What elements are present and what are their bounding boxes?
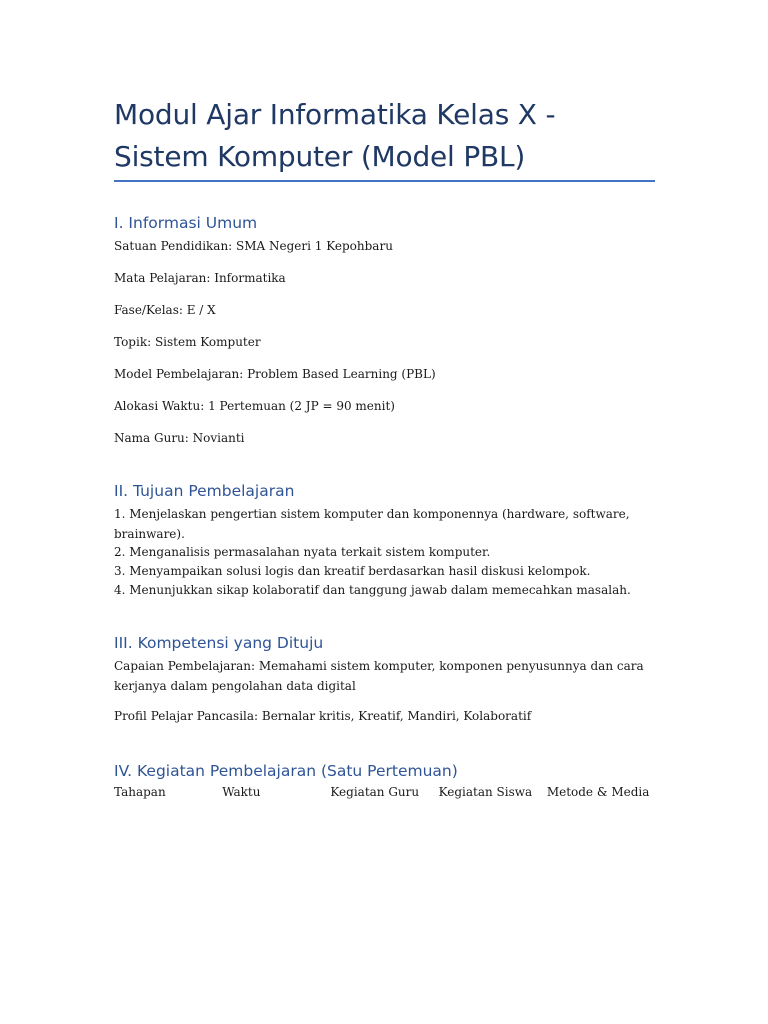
column-header-kegiatan-siswa: Kegiatan Siswa — [438, 785, 533, 799]
document-title: Modul Ajar Informatika Kelas X - Sistem Komputer (Model PBL) — [114, 98, 556, 173]
objective-item: 4. Menunjukkan sikap kolaboratif dan tanggung jawab dalam memecahkan masalah. — [114, 583, 631, 597]
column-header-metode-media: Metode & Media — [546, 785, 650, 799]
info-nama-guru: Nama Guru: Novianti — [114, 431, 245, 445]
objective-item: 1. Menjelaskan pengertian sistem komputer dan komponennya (hardware, software, brainware). — [114, 507, 630, 541]
section-heading-kompetensi: III. Kompetensi yang Dituju — [114, 634, 324, 652]
title-divider — [114, 180, 655, 182]
info-model-pembelajaran: Model Pembelajaran: Problem Based Learning (PBL) — [114, 367, 436, 381]
profil-pelajar-pancasila: Profil Pelajar Pancasila: Bernalar kritis, Kreatif, Mandiri, Kolaboratif — [114, 709, 532, 723]
section-heading-informasi-umum: I. Informasi Umum — [114, 214, 258, 232]
info-mata-pelajaran: Mata Pelajaran: Informatika — [114, 271, 286, 285]
column-header-tahapan: Tahapan — [114, 785, 166, 799]
activity-table-header — [114, 783, 655, 803]
info-topik: Topik: Sistem Komputer — [114, 335, 261, 349]
section-heading-tujuan-pembelajaran: II. Tujuan Pembelajaran — [114, 482, 295, 500]
info-satuan-pendidikan: Satuan Pendidikan: SMA Negeri 1 Kepohbaru — [114, 239, 393, 253]
info-fase-kelas: Fase/Kelas: E / X — [114, 303, 216, 317]
column-header-waktu: Waktu — [222, 785, 261, 799]
column-header-kegiatan-guru: Kegiatan Guru — [330, 785, 420, 799]
section-heading-kegiatan-pembelajaran: IV. Kegiatan Pembelajaran (Satu Pertemuan) — [114, 762, 458, 780]
info-alokasi-waktu: Alokasi Waktu: 1 Pertemuan (2 JP = 90 menit) — [114, 399, 395, 413]
objective-item: 3. Menyampaikan solusi logis dan kreatif berdasarkan hasil diskusi kelompok. — [114, 564, 591, 578]
objective-item: 2. Menganalisis permasalahan nyata terkait sistem komputer. — [114, 545, 491, 559]
capaian-pembelajaran: Capaian Pembelajaran: Memahami sistem komputer, komponen penyusunnya dan cara kerjanya dalam pengolahan data digital — [114, 659, 644, 693]
